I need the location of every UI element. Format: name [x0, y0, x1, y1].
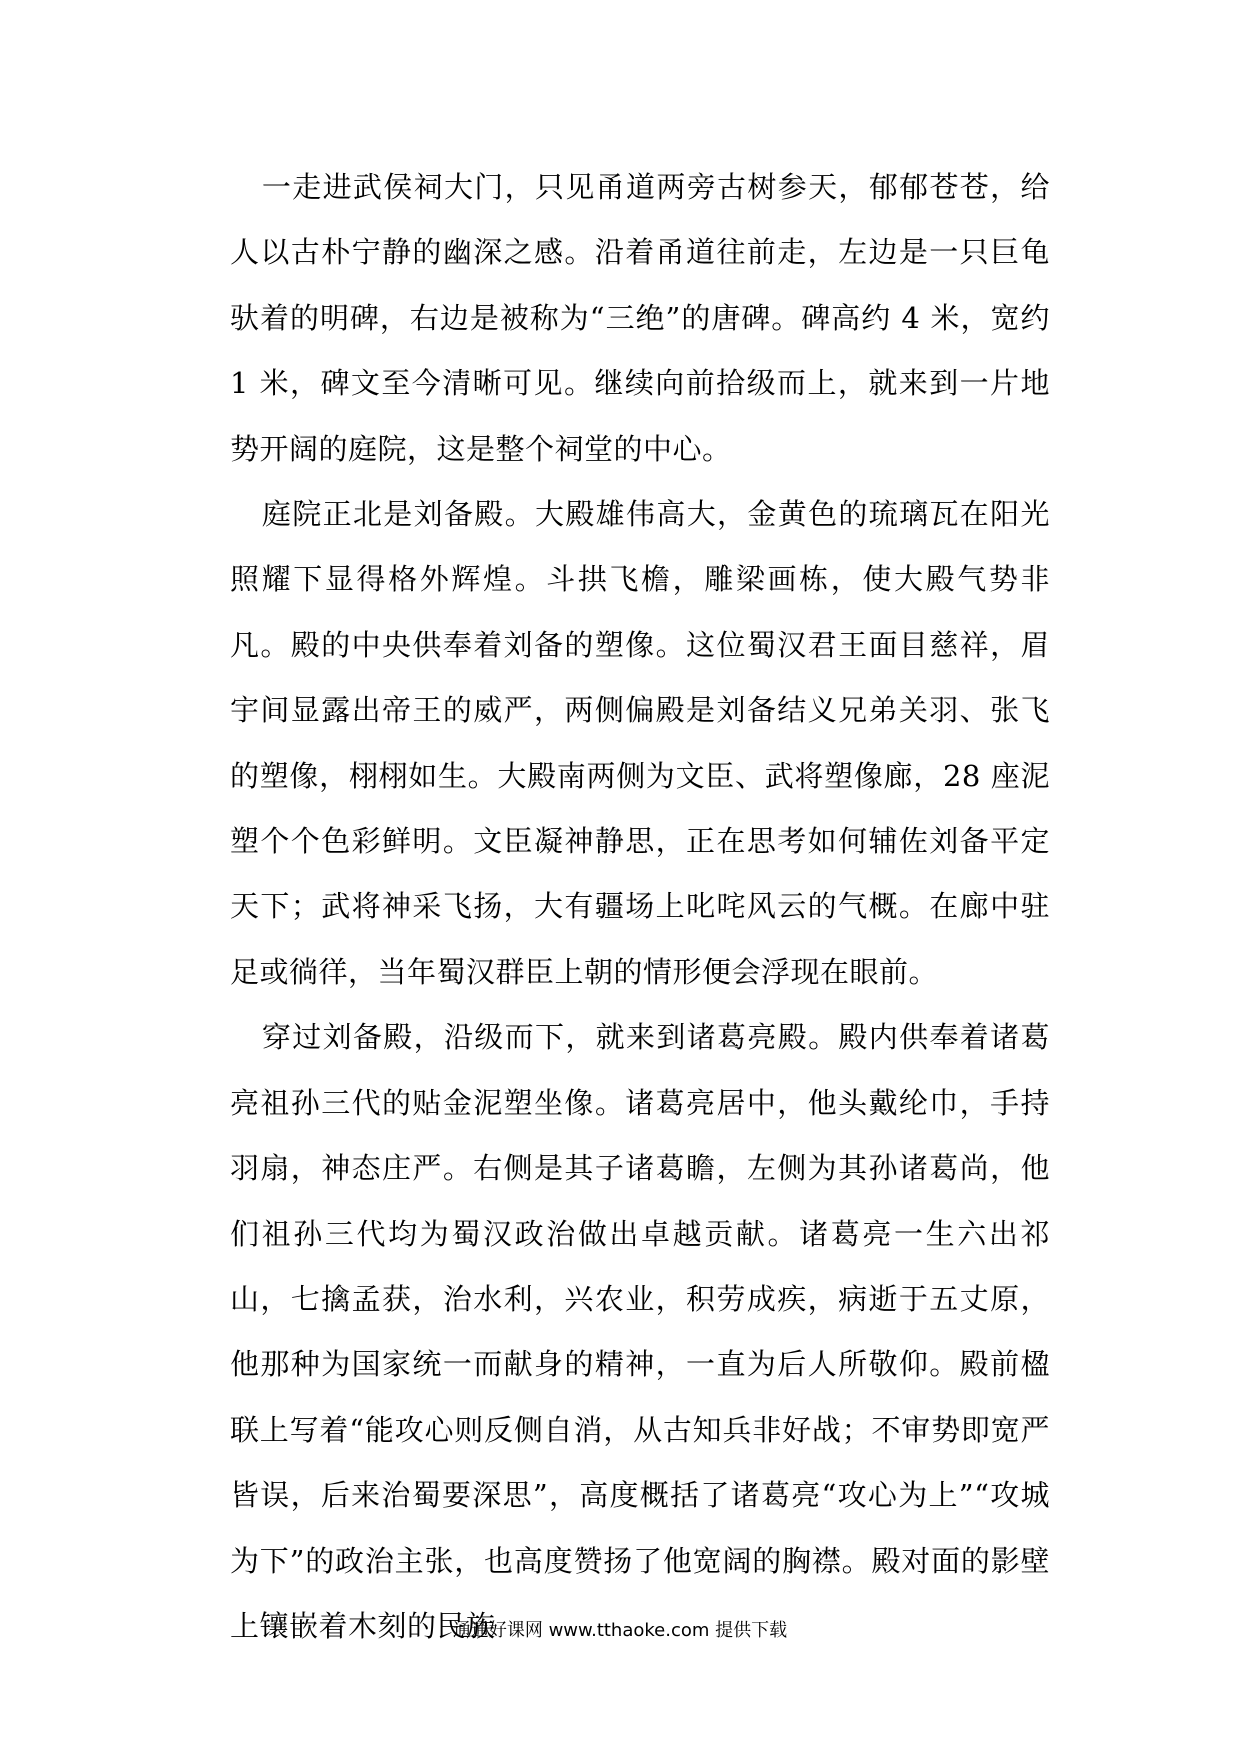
paragraph-1: 一走进武侯祠大门，只见甬道两旁古树参天，郁郁苍苍，给人以古朴宁静的幽深之感。沿着甬道往前走，左边是一只巨龟驮着的明碑，右边是被称为“三绝”的唐碑。碑高约 4 米，宽约 1 米，碑文至今清晰可见。继续向前拾级而上，就来到一片地势开阔的庭院，这是整个祠堂的中心。	[230, 170, 1050, 466]
paragraph-3: 穿过刘备殿，沿级而下，就来到诸葛亮殿。殿内供奉着诸葛亮祖孙三代的贴金泥塑坐像。诸葛亮居中，他头戴纶巾，手持羽扇，神态庄严。右侧是其子诸葛瞻，左侧为其孙诸葛尚，他们祖孙三代均为蜀汉政治做出卓越贡献。诸葛亮一生六出祁山，七擒孟获，治水利，兴农业，积劳成疾，病逝于五丈原，他那种为国家统一而献身的精神，一直为后人所敬仰。殿前楹联上写着“能攻心则反侧自消，从古知兵非好战；不审势即宽严皆误，后来治蜀要深思”，高度概括了诸葛亮“攻心为上”“攻城为下”的政治主张，也高度赞扬了他宽阔的胸襟。殿对面的影壁上镶嵌着木刻的民族	[230, 1020, 1050, 1643]
page-footer: 通通好课网 www.tthaoke.com 提供下载	[452, 1620, 788, 1641]
paragraph-2: 庭院正北是刘备殿。大殿雄伟高大，金黄色的琉璃瓦在阳光照耀下显得格外辉煌。斗拱飞檐，雕梁画栋，使大殿气势非凡。殿的中央供奉着刘备的塑像。这位蜀汉君王面目慈祥，眉宇间显露出帝王的威严，两侧偏殿是刘备结义兄弟关羽、张飞的塑像，栩栩如生。大殿南两侧为文臣、武将塑像廊，28 座泥塑个个色彩鲜明。文臣凝神静思，正在思考如何辅佐刘备平定天下；武将神采飞扬，大有疆场上叱咤风云的气概。在廊中驻足或徜徉，当年蜀汉群臣上朝的情形便会浮现在眼前。	[230, 497, 1050, 989]
article-body	[230, 155, 1050, 1659]
